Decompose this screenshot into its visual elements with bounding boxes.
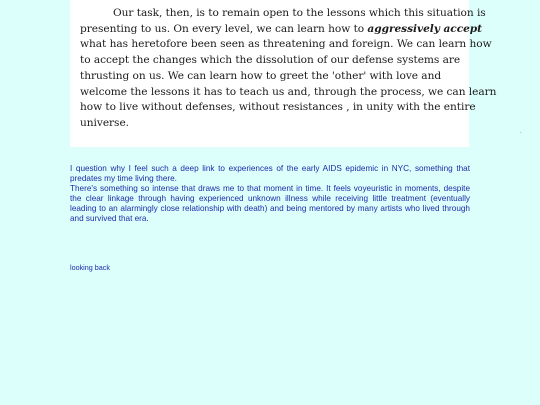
scan-line-2 — [80, 22, 482, 38]
reflection-paragraph-1: I question why I feel such a deep link to experiences of the early AIDS epidemic in NYC, something that predates my time living there. — [70, 164, 470, 183]
scan-line-7: how to live without defenses, without resistances , in unity with the entire — [80, 101, 476, 114]
scan-mark: . — [520, 129, 522, 135]
scan-line-3: what has heretofore been seen as threatening and foreign. We can learn how — [80, 38, 492, 51]
scan-line-4: to accept the changes which the dissolution of our defense systems are — [80, 54, 461, 67]
reflection-text — [70, 164, 470, 223]
scan-line-8: universe. — [80, 116, 129, 129]
scan-line-2-start: presenting to us. On every level, we can learn how to — [80, 22, 368, 35]
scan-line-1: Our task, then, is to remain open to the lessons which this situation is — [113, 7, 486, 19]
scanned-text-image — [70, 0, 522, 147]
scan-line-6: welcome the lessons it has to teach us and, through the process, we can learn — [80, 85, 497, 98]
scanned-passage — [70, 0, 497, 132]
looking-back-link[interactable]: looking back — [70, 263, 110, 272]
reflection-paragraph-2: There's something so intense that draws me to that moment in time. It feels voyeuristic in moments, despite the clear linkage through having experienced unknown illness while receiving little treatment (eventually leading to an alarmingly close relationship with death) and being mentored by many artists who lived through and survived that era. — [70, 183, 470, 223]
scan-line-5: thrusting on us. We can learn how to greet the 'other' with love and — [80, 69, 442, 82]
scan-emphasis: aggressively accept — [367, 22, 482, 35]
